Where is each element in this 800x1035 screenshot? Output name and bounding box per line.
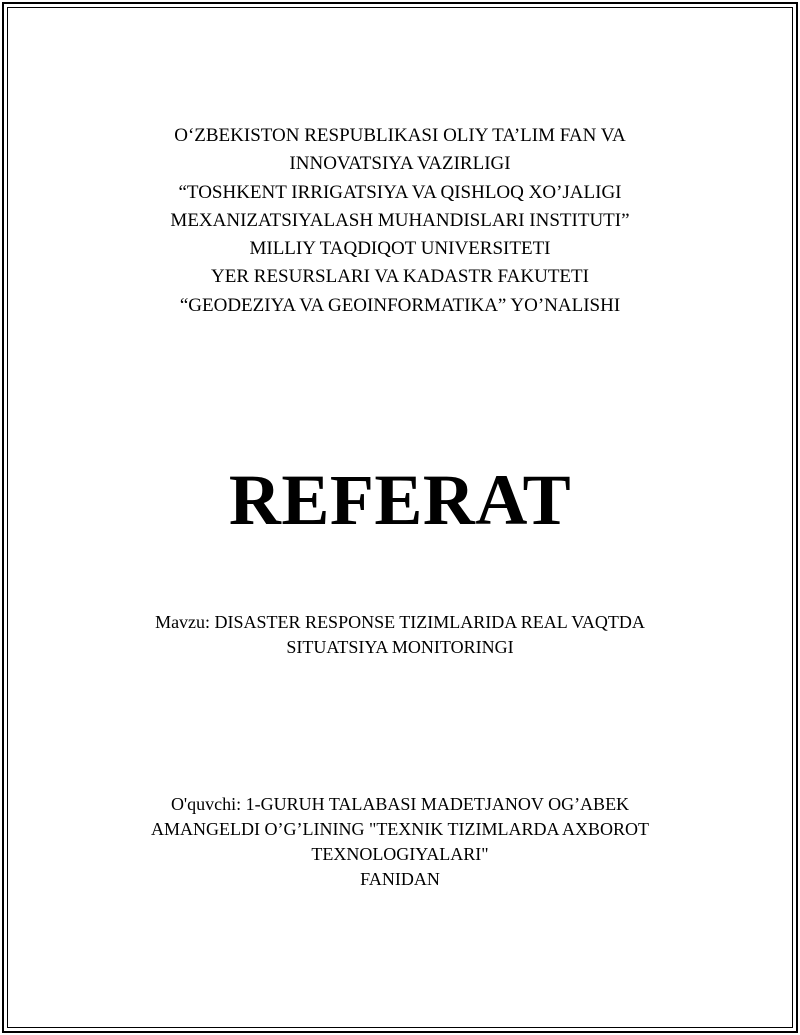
header-line: O‘ZBEKISTON RESPUBLIKASI OLIY TA’LIM FAN VA [174,125,626,146]
student-line: FANIDAN [360,869,440,889]
student-line: TEXNOLOGIYALARI" [311,844,489,864]
student-line: AMANGELDI O’G’LINING "TEXNIK TIZIMLARDA AXBOROT [151,819,649,839]
header-line: MEXANIZATSIYALASH MUHANDISLARI INSTITUTI” [170,209,630,231]
institution-header [0,122,800,320]
student-line: O'quvchi: 1-GURUH TALABASI MADETJANOV OG’ABEK [170,794,630,814]
topic-line: Mavzu: DISASTER RESPONSE TIZIMLARIDA REAL VAQTDA [155,612,645,632]
header-line: “TOSHKENT IRRIGATSIYA VA QISHLOQ XO’JALIGI [178,181,622,203]
header-line: INNOVATSIYA VAZIRLIGI [289,153,511,175]
header-line: MILLIY TAQDIQOT UNIVERSITETI [249,238,551,260]
document-title: REFERAT [228,460,572,540]
header-line: “GEODEZIYA VA GEOINFORMATIKA” YO’NALISHI [179,294,621,316]
header-line: YER RESURSLARI VA KADASTR FAKUTETI [211,266,589,288]
student-section [0,792,800,892]
topic-section [0,610,800,660]
topic-line: SITUATSIYA MONITORINGI [286,637,514,657]
